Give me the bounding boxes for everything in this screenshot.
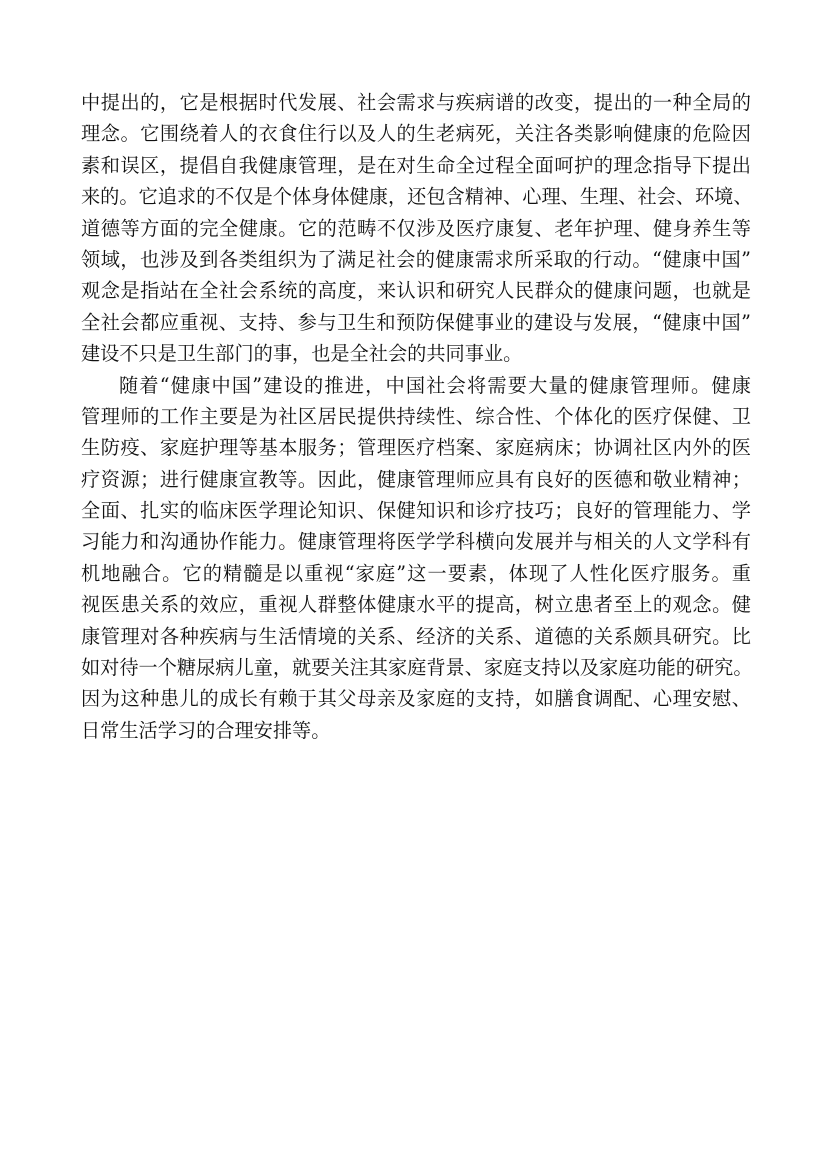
text-line: 领域，也涉及到各类组织为了满足社会的健康需求所采取的行动。“健康中国” <box>81 247 751 271</box>
text-line: 管理师的工作主要是为社区居民提供持续性、综合性、个体化的医疗保健、卫 <box>81 404 751 428</box>
text-line: 全面、扎实的临床医学理论知识、保健知识和诊疗技巧；良好的管理能力、学 <box>81 499 751 523</box>
text-line: 道德等方面的完全健康。它的范畴不仅涉及医疗康复、老年护理、健身养生等 <box>81 216 751 240</box>
text-line: 观念是指站在全社会系统的高度，来认识和研究人民群众的健康问题，也就是 <box>81 279 751 303</box>
text-line: 理念。它围绕着人的衣食住行以及人的生老病死，关注各类影响健康的危险因 <box>81 122 751 146</box>
document-body <box>81 87 751 746</box>
text-line: 疗资源；进行健康宣教等。因此，健康管理师应具有良好的医德和敬业精神； <box>81 467 751 491</box>
text-line: 生防疫、家庭护理等基本服务；管理医疗档案、家庭病床；协调社区内外的医 <box>81 436 751 460</box>
text-line: 如对待一个糖尿病儿童，就要关注其家庭背景、家庭支持以及家庭功能的研究。 <box>81 656 753 680</box>
text-line: 康管理对各种疾病与生活情境的关系、经济的关系、道德的关系颇具研究。比 <box>81 624 751 648</box>
text-line: 素和误区，提倡自我健康管理，是在对生命全过程全面呵护的理念指导下提出 <box>81 153 751 177</box>
paragraph-2 <box>81 370 751 747</box>
text-line: 因为这种患儿的成长有赖于其父母亲及家庭的支持，如膳食调配、心理安慰、 <box>81 687 751 711</box>
text-line: 机地融合。它的精髓是以重视“家庭”这一要素，体现了人性化医疗服务。重 <box>81 561 751 585</box>
text-line: 习能力和沟通协作能力。健康管理将医学学科横向发展并与相关的人文学科有 <box>81 530 751 554</box>
text-line: 来的。它追求的不仅是个体身体健康，还包含精神、心理、生理、社会、环境、 <box>81 185 753 209</box>
text-line: 随着“健康中国”建设的推进，中国社会将需要大量的健康管理师。健康 <box>119 373 751 397</box>
text-line: 全社会都应重视、支持、参与卫生和预防保健事业的建设与发展，“健康中国” <box>81 310 751 334</box>
text-line: 建设不只是卫生部门的事，也是全社会的共同事业。 <box>81 342 523 366</box>
paragraph-1 <box>81 87 751 370</box>
text-line: 日常生活学习的合理安排等。 <box>81 718 331 742</box>
text-line: 中提出的，它是根据时代发展、社会需求与疾病谱的改变，提出的一种全局的 <box>81 91 751 114</box>
text-line: 视医患关系的效应，重视人群整体健康水平的提高，树立患者至上的观念。健 <box>81 593 751 617</box>
